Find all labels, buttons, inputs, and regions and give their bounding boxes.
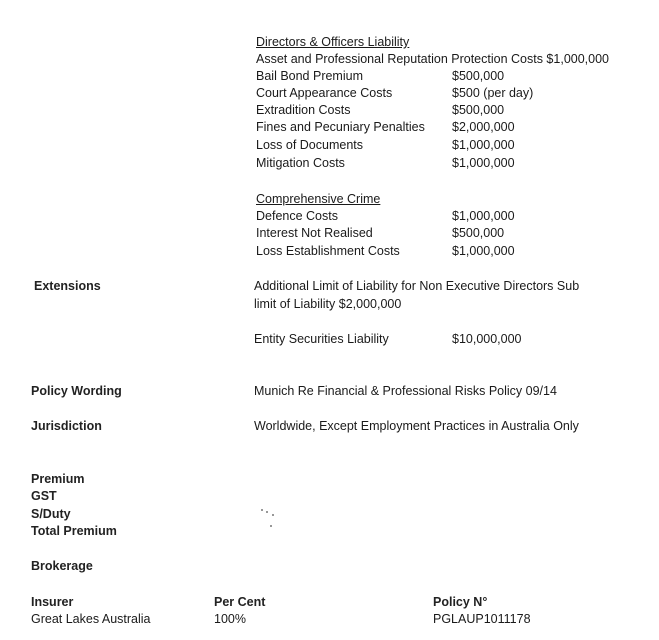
item-name: Extradition Costs	[256, 103, 351, 117]
entity-securities-amount: $10,000,000	[452, 332, 522, 346]
list-item	[256, 102, 636, 119]
item-amount: $1,000,000	[452, 244, 515, 258]
item-name: Bail Bond Premium	[256, 69, 363, 83]
scan-speck	[272, 514, 274, 516]
list-item	[256, 119, 636, 136]
list-item	[256, 85, 636, 102]
item-amount: $500,000	[452, 69, 505, 83]
premium-label: Premium	[31, 472, 85, 486]
item-name: Loss Establishment Costs	[256, 244, 400, 258]
insurer-header: Insurer	[31, 595, 74, 609]
item-name: Court Appearance Costs	[256, 86, 393, 100]
item-amount: $2,000,000	[452, 120, 515, 134]
item-name: Interest Not Realised	[256, 226, 373, 240]
gst-label: GST	[31, 489, 57, 503]
item-amount: $500 (per day)	[452, 86, 534, 100]
brokerage-label: Brokerage	[31, 559, 93, 573]
dol-first-line: Asset and Professional Reputation Protection Costs $1,000,000	[256, 52, 609, 66]
extensions-line1: Additional Limit of Liability for Non Executive Directors Sub	[254, 279, 580, 293]
sduty-label: S/Duty	[31, 507, 71, 521]
insurer-name: Great Lakes Australia	[31, 612, 151, 626]
list-item	[256, 208, 636, 225]
list-item	[256, 137, 636, 154]
item-name: Mitigation Costs	[256, 156, 345, 170]
item-amount: $500,000	[452, 103, 505, 117]
jurisdiction-value: Worldwide, Except Employment Practices in Australia Only	[254, 419, 579, 433]
crime-heading: Comprehensive Crime	[256, 192, 381, 206]
item-amount: $500,000	[452, 226, 505, 240]
extensions-line2: limit of Liability $2,000,000	[254, 297, 402, 311]
item-name: Fines and Pecuniary Penalties	[256, 120, 425, 134]
policy-wording-label: Policy Wording	[31, 384, 122, 398]
scan-speck	[270, 525, 272, 527]
list-item	[256, 243, 636, 260]
percent-header: Per Cent	[214, 595, 266, 609]
insurer-percent: 100%	[214, 612, 246, 626]
total-premium-label: Total Premium	[31, 524, 117, 538]
policy-number: PGLAUP1011178	[433, 612, 531, 626]
policy-number-header: Policy N°	[433, 595, 488, 609]
list-item	[256, 225, 636, 242]
list-item	[256, 68, 636, 85]
item-amount: $1,000,000	[452, 156, 515, 170]
item-amount: $1,000,000	[452, 138, 515, 152]
item-name: Defence Costs	[256, 209, 338, 223]
scan-speck	[266, 511, 268, 513]
dol-heading: Directors & Officers Liability	[256, 35, 410, 49]
item-amount: $1,000,000	[452, 209, 515, 223]
list-item	[256, 155, 636, 172]
jurisdiction-label: Jurisdiction	[31, 419, 102, 433]
item-name: Loss of Documents	[256, 138, 363, 152]
extensions-label: Extensions	[34, 279, 101, 293]
scan-speck	[261, 509, 263, 511]
entity-securities-label: Entity Securities Liability	[254, 332, 389, 346]
policy-wording-value: Munich Re Financial & Professional Risks Policy 09/14	[254, 384, 557, 398]
